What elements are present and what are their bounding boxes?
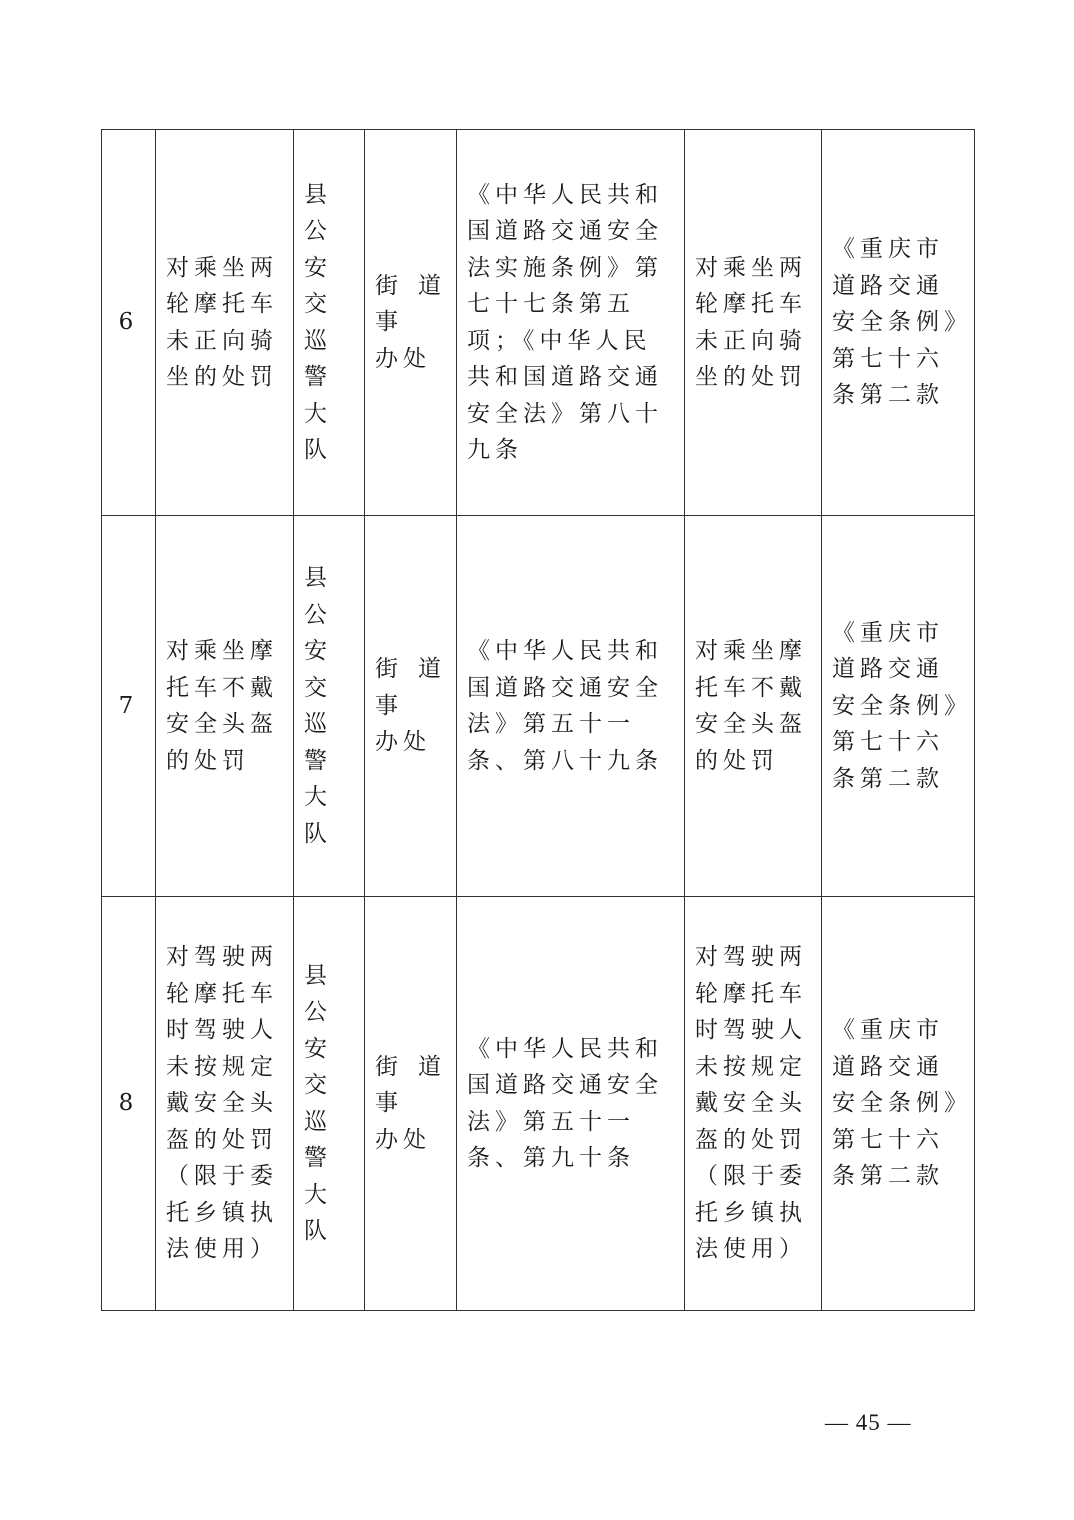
executing-unit: 县公安交巡警大队 [294, 130, 365, 516]
item-name: 对乘坐摩托车不戴安全头盔的处罚 [156, 516, 294, 897]
dept-line-2: 办处 [375, 1126, 431, 1153]
executing-unit: 县公安交巡警大队 [294, 897, 365, 1311]
dept-line-2: 办处 [375, 345, 431, 372]
row-number: 6 [102, 130, 156, 516]
legal-basis: 《中华人民共和国道路交通安全法》第五十一条、第八十九条 [457, 516, 685, 897]
delegation-basis: 《重庆市道路交通安全条例》第七十六条第二款 [822, 516, 975, 897]
row-number: 8 [102, 897, 156, 1311]
enforcement-table [101, 129, 975, 1311]
legal-basis: 《中华人民共和国道路交通安全法》第五十一条、第九十条 [457, 897, 685, 1311]
table-row [102, 130, 975, 516]
receiving-dept [365, 130, 457, 516]
delegated-content: 对乘坐摩托车不戴安全头盔的处罚 [685, 516, 822, 897]
table-row [102, 516, 975, 897]
item-name: 对乘坐两轮摩托车未正向骑坐的处罚 [156, 130, 294, 516]
dept-line-1: 街道事 [375, 272, 446, 336]
executing-unit: 县公安交巡警大队 [294, 516, 365, 897]
page-number: — 45 — [825, 1410, 912, 1435]
receiving-dept [365, 897, 457, 1311]
row-number: 7 [102, 516, 156, 897]
table-row [102, 897, 975, 1311]
dept-line-1: 街道事 [375, 1053, 446, 1117]
delegation-basis: 《重庆市道路交通安全条例》第七十六条第二款 [822, 130, 975, 516]
dept-line-1: 街道事 [375, 656, 446, 719]
legal-basis: 《中华人民共和国道路交通安全法实施条例》第七十七条第五项；《中华人民共和国道路交通安全法》第八十九条 [457, 130, 685, 516]
receiving-dept [365, 516, 457, 897]
dept-line-2: 办处 [375, 729, 431, 756]
delegation-basis: 《重庆市道路交通安全条例》第七十六条第二款 [822, 897, 975, 1311]
delegated-content: 对乘坐两轮摩托车未正向骑坐的处罚 [685, 130, 822, 516]
delegated-content: 对驾驶两轮摩托车时驾驶人未按规定戴安全头盔的处罚（限于委托乡镇执法使用） [685, 897, 822, 1311]
item-name: 对驾驶两轮摩托车时驾驶人未按规定戴安全头盔的处罚（限于委托乡镇执法使用） [156, 897, 294, 1311]
